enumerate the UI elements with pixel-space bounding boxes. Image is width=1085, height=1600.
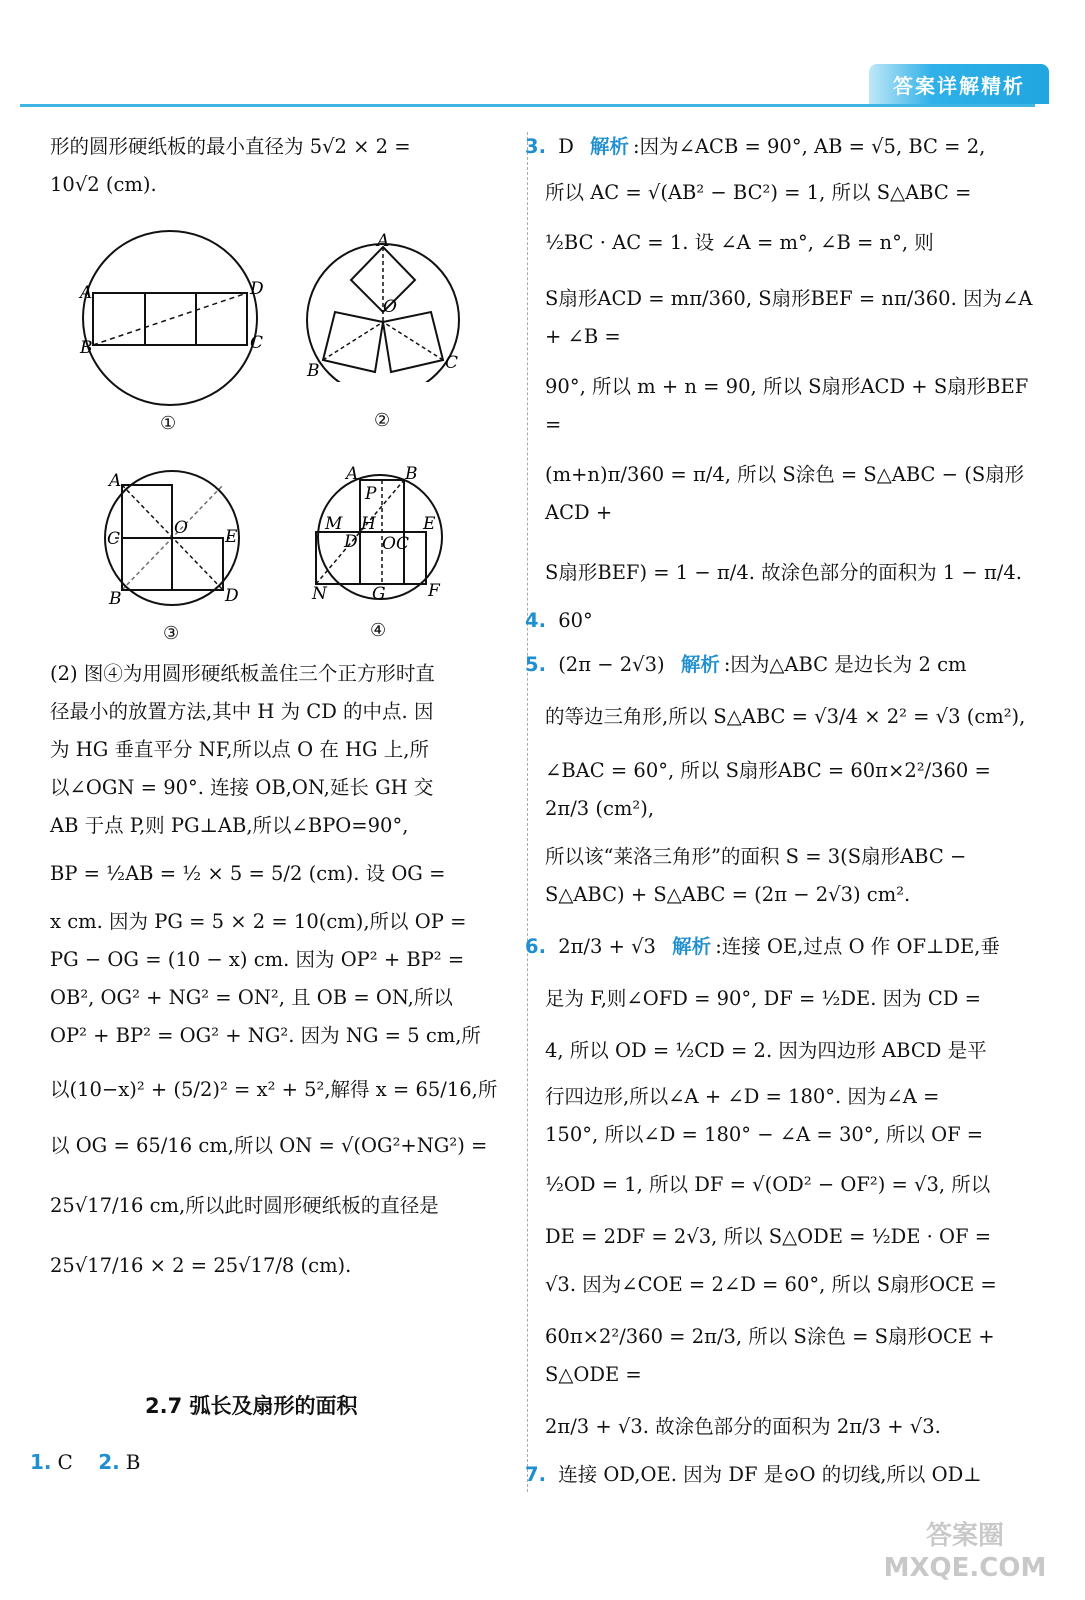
q4-number: 4. xyxy=(525,609,546,633)
q3-line: S扇形ACD = mπ/360, S扇形BEF = nπ/360. 因为∠A + ∠B = xyxy=(545,287,1033,349)
fig4-label-f: F xyxy=(428,581,440,601)
figure-1 xyxy=(60,228,280,408)
figure-1-caption: ① xyxy=(160,413,177,434)
para2-line: 以∠OGN = 90°. 连接 OB,ON,延长 GH 交 xyxy=(50,776,434,800)
q3-first-line xyxy=(525,128,1035,166)
q5-first-line xyxy=(525,646,1035,684)
section-title: 2.7 弧长及扇形的面积 xyxy=(145,1394,358,1418)
fig4-label-o: O xyxy=(382,534,396,554)
q3-answer: D xyxy=(558,135,574,158)
q4-answer: 60° xyxy=(558,609,593,633)
q3-line: (m+n)π/360 = π/4, 所以 S涂色 = S△ABC − (S扇形ACD + xyxy=(545,463,1025,525)
fig4-label-m: M xyxy=(325,514,343,534)
para2-line: 为 HG 垂直平分 NF,所以点 O 在 HG 上,所 xyxy=(50,738,429,762)
q2-answer: B xyxy=(125,1450,141,1474)
para2-line: BP = ½AB = ½ × 5 = 5/2 (cm). 设 OG = xyxy=(50,862,446,886)
q3-label: 解析 xyxy=(590,135,630,158)
watermark xyxy=(875,1520,1055,1590)
fig3-label-b: B xyxy=(109,589,122,609)
left-line-1: 形的圆形硬纸板的最小直径为 5√2 × 2 = xyxy=(50,135,411,158)
q1-answer: C xyxy=(57,1450,73,1474)
q6-number: 6. xyxy=(525,935,546,959)
para2-line: 25√17/16 cm,所以此时圆形硬纸板的直径是 xyxy=(50,1194,439,1218)
para2-line: (2) 图④为用圆形硬纸板盖住三个正方形时直 xyxy=(50,662,435,685)
column-divider xyxy=(527,132,528,1492)
q3-line: S扇形BEF) = 1 − π/4. 故涂色部分的面积为 1 − π/4. xyxy=(545,561,1022,585)
fig2-label-b: B xyxy=(307,361,320,381)
left-para-2 xyxy=(50,655,510,1285)
q6-line: 4, 所以 OD = ½CD = 2. 因为四边形 ABCD 是平 xyxy=(545,1039,987,1063)
fig3-label-c: C xyxy=(107,529,121,549)
para2-line: AB 于点 P,则 PG⊥AB,所以∠BPO=90°, xyxy=(50,814,409,838)
fig4-label-g: G xyxy=(372,584,386,604)
q6-line: DE = 2DF = 2√3, 所以 S△ODE = ½DE · OF = xyxy=(545,1225,992,1249)
para2-line: OB², OG² + NG² = ON², 且 OB = ON,所以 xyxy=(50,986,453,1010)
fig4-label-p: P xyxy=(365,484,377,504)
para2-line: PG − OG = (10 − x) cm. 因为 OP² + BP² = xyxy=(50,948,465,972)
q3-line: ½BC · AC = 1. 设 ∠A = m°, ∠B = n°, 则 xyxy=(545,231,934,255)
fig1-label-a: A xyxy=(80,283,93,303)
para2-line: OP² + BP² = OG² + NG². 因为 NG = 5 cm,所 xyxy=(50,1024,481,1048)
watermark-line-1: 答案圈 xyxy=(925,1521,1004,1551)
q5-number: 5. xyxy=(525,653,546,677)
fig4-label-h: H xyxy=(361,514,376,534)
q5-line: ∠BAC = 60°, 所以 S扇形ABC = 60π×2²/360 = 2π/3 (cm²), xyxy=(545,759,991,821)
left-column xyxy=(50,128,510,204)
para2-line: 径最小的放置方法,其中 H 为 CD 的中点. 因 xyxy=(50,700,434,724)
para2-line: 以 OG = 65/16 cm,所以 ON = √(OG²+NG²) = xyxy=(50,1134,488,1158)
fig4-label-c: C xyxy=(396,534,410,554)
q4-line xyxy=(525,602,1035,640)
q6-label: 解析 xyxy=(672,935,712,959)
fig2-label-a: A xyxy=(377,232,390,251)
q7-number: 7. xyxy=(525,1463,546,1487)
q5-line: 所以该“莱洛三角形”的面积 S = 3(S扇形ABC − xyxy=(545,845,967,869)
left-line-2: 10√2 (cm). xyxy=(50,173,157,197)
figure-4 xyxy=(310,465,460,610)
q6-line: ½OD = 1, 所以 DF = √(OD² − OF²) = √3, 所以 xyxy=(545,1173,991,1197)
figure-3-caption: ③ xyxy=(163,623,180,644)
figure-2-caption: ② xyxy=(374,410,391,431)
fig3-label-a: A xyxy=(109,471,122,491)
fig4-label-b: B xyxy=(405,465,418,484)
para2-line: 25√17/16 × 2 = 25√17/8 (cm). xyxy=(50,1254,352,1278)
q6-line: 150°, 所以∠D = 180° − ∠A = 30°, 所以 OF = xyxy=(545,1123,984,1147)
q6-line: 足为 F,则∠OFD = 90°, DF = ½DE. 因为 CD = xyxy=(545,987,981,1011)
q6-line: :连接 OE,过点 O 作 OF⊥DE,垂 xyxy=(715,935,1000,959)
q3-line: 90°, 所以 m + n = 90, 所以 S扇形ACD + S扇形BEF = xyxy=(545,375,1029,437)
fig1-label-c: C xyxy=(250,333,264,353)
header-tag: 答案详解精析 xyxy=(869,64,1049,104)
bottom-answers xyxy=(30,1450,140,1474)
q5-line: :因为△ABC 是边长为 2 cm xyxy=(723,653,967,677)
fig4-label-e: E xyxy=(423,514,436,534)
q2-number: 2. xyxy=(98,1450,120,1474)
header-rule xyxy=(20,104,1035,107)
fig3-label-e: E xyxy=(225,527,238,547)
q6-line: √3. 因为∠COE = 2∠D = 60°, 所以 S扇形OCE = xyxy=(545,1273,997,1297)
q5-line: 的等边三角形,所以 S△ABC = √3/4 × 2² = √3 (cm²), xyxy=(545,705,1026,729)
q5-label: 解析 xyxy=(680,653,720,677)
q6-answer: 2π/3 + √3 xyxy=(558,935,656,959)
right-column xyxy=(525,128,1035,1494)
watermark-line-2: MXQE.COM xyxy=(883,1553,1047,1583)
q7-text: 连接 OD,OE. 因为 DF 是⊙O 的切线,所以 OD⊥ xyxy=(558,1463,982,1487)
q3-line: 所以 AC = √(AB² − BC²) = 1, 所以 S△ABC = xyxy=(545,181,972,205)
q5-answer: (2π − 2√3) xyxy=(558,653,665,677)
fig3-label-d: D xyxy=(225,586,239,606)
q6-line: 行四边形,所以∠A + ∠D = 180°. 因为∠A = xyxy=(545,1085,940,1109)
fig4-label-a: A xyxy=(346,465,359,484)
figure-2 xyxy=(295,232,475,382)
fig2-label-o: O xyxy=(383,297,397,317)
q7-line xyxy=(525,1456,1035,1494)
fig4-label-d: D xyxy=(344,532,358,552)
fig1-label-d: D xyxy=(250,279,264,299)
para2-line: 以(10−x)² + (5/2)² = x² + 5²,解得 x = 65/16,所 xyxy=(50,1078,498,1102)
q5-line: S△ABC) + S△ABC = (2π − 2√3) cm². xyxy=(545,883,911,907)
q6-line: 60π×2²/360 = 2π/3, 所以 S涂色 = S扇形OCE + S△ODE = xyxy=(545,1325,995,1387)
figure-3 xyxy=(95,470,265,610)
fig3-label-o: O xyxy=(174,518,188,538)
fig2-label-c: C xyxy=(445,353,459,373)
fig4-label-n: N xyxy=(312,584,327,604)
q1-number: 1. xyxy=(30,1450,52,1474)
fig1-label-b: B xyxy=(80,338,93,358)
q6-line: 2π/3 + √3. 故涂色部分的面积为 2π/3 + √3. xyxy=(545,1415,941,1439)
q3-line: :因为∠ACB = 90°, AB = √5, BC = 2, xyxy=(633,135,986,158)
q6-first-line xyxy=(525,928,1035,966)
para2-line: x cm. 因为 PG = 5 × 2 = 10(cm),所以 OP = xyxy=(50,910,467,934)
q3-number: 3. xyxy=(525,135,546,158)
figure-4-caption: ④ xyxy=(370,620,387,641)
